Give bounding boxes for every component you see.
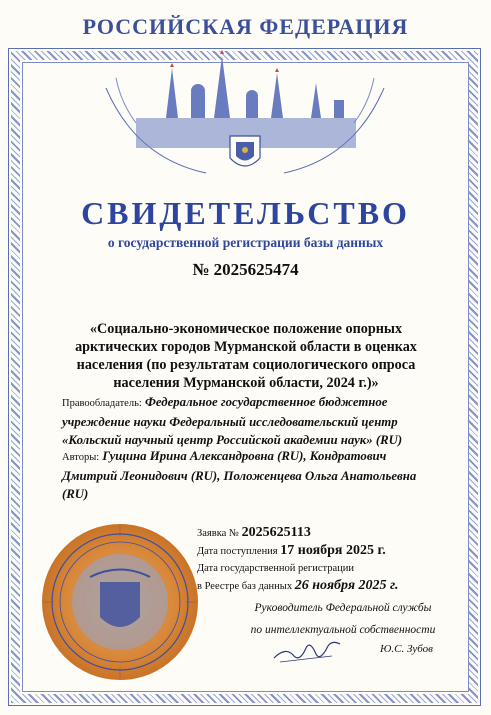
reg-line <box>197 577 467 595</box>
database-title: «Социально-экономическое положение опорных арктических городов Мурманской области в оценках населения (по результатам социологического опроса населения Мурманской области, 2024 г.)» <box>75 321 417 391</box>
signatory-name: Ю.С. Зубов <box>380 643 433 655</box>
kremlin-emblem-illustration <box>96 48 394 178</box>
receipt-date: 17 ноября 2025 г. <box>280 543 386 558</box>
receipt-label: Дата поступления <box>197 546 278 557</box>
application-label: Заявка № <box>197 528 239 539</box>
rights-holder-block <box>62 393 442 449</box>
certificate-subheading: о государственной регистрации базы данных <box>107 235 384 250</box>
handwritten-signature <box>272 636 342 666</box>
receipt-line <box>197 542 467 560</box>
registration-date: 26 ноября 2025 г. <box>294 578 399 593</box>
country-title: РОССИЙСКАЯ ФЕДЕРАЦИЯ <box>82 14 409 39</box>
application-line <box>197 524 467 542</box>
signatory-title-line1: Руководитель Федеральной службы <box>254 602 432 614</box>
certificate-heading: СВИДЕТЕЛЬСТВО <box>81 195 410 231</box>
official-seal-icon <box>40 522 200 682</box>
authors-block <box>62 447 442 503</box>
reg-label-line1: Дата государственной регистрации <box>197 563 354 574</box>
coat-of-arms-icon <box>230 136 260 166</box>
authors-value: Гущина Ирина Александровна (RU), Кондратович Дмитрий Леонидович (RU), Положенцева Ольга Анатольевна (RU) <box>62 449 417 501</box>
signatory-title-line2: по интеллектуальной собственности <box>250 624 436 636</box>
rights-holder-value: Федеральное государственное бюджетное учреждение науки Федеральный исследовательский центр «Кольский научный центр Российской академии наук» (RU) <box>62 395 403 447</box>
rights-holder-label: Правообладатель: <box>62 398 142 409</box>
signatory-title <box>228 597 458 641</box>
registration-block <box>197 524 467 595</box>
certificate-number: № 2025625474 <box>192 260 299 279</box>
authors-label: Авторы: <box>62 452 100 463</box>
reg-label-line2: в Реестре баз данных <box>197 581 293 592</box>
application-number: 2025625113 <box>241 525 311 540</box>
